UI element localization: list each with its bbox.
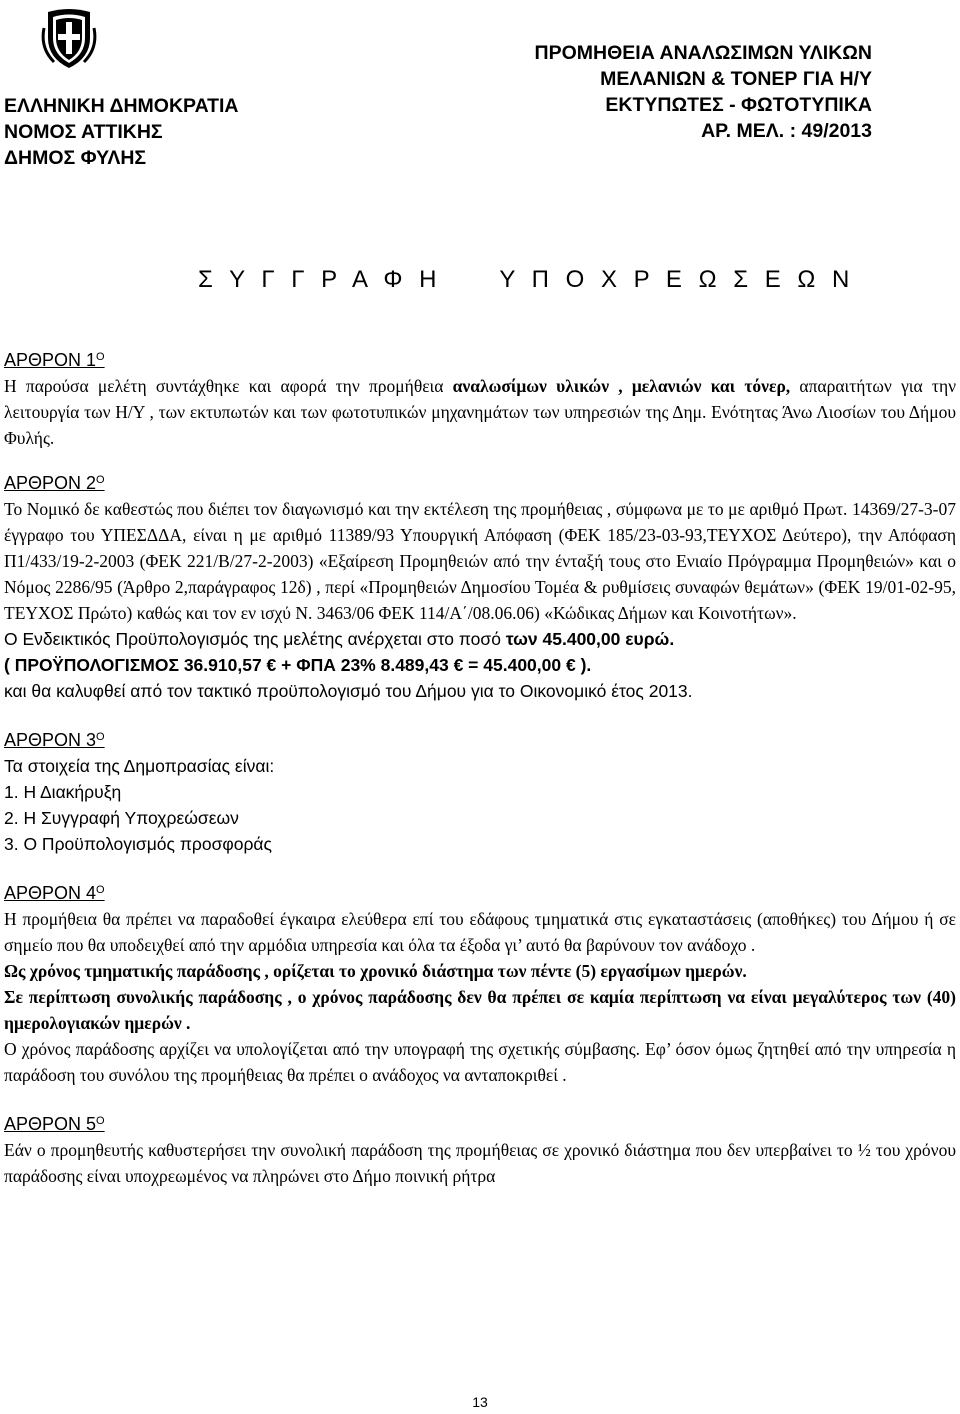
- list-item: 3. Ο Προϋπολογισμός προσφοράς: [4, 834, 272, 854]
- issuer-line: ΔΗΜΟΣ ΦΥΛΗΣ: [4, 147, 147, 169]
- page-number: 13: [472, 1394, 488, 1410]
- project-block: [312, 40, 872, 144]
- article-1-heading: ΑΡΘΡΟΝ $1^O$: [4, 350, 105, 370]
- funding-text: και θα καλυφθεί από τον τακτικό προϋπολογισμό του Δήμου για το Οικονομικό έτος 2013.: [4, 681, 693, 701]
- project-line: ΜΕΛΑΝΙΩΝ & ΤΟΝΕΡ ΓΙΑ Η/Υ: [600, 68, 872, 90]
- list-item: 2. Η Συγγραφή Υποχρεώσεων: [4, 808, 239, 828]
- list-item: 1. Η Διακήρυξη: [4, 782, 122, 802]
- partial-delivery-text: Ως χρόνος τμηματικής παράδοσης , ορίζεται το χρονικό διάστημα των πέντε (5) εργασίμων ημερών.: [4, 961, 747, 981]
- article-3-heading: ΑΡΘΡΟΝ $3^O$: [4, 730, 105, 750]
- issuer-line: ΝΟΜΟΣ ΑΤΤΙΚΗΣ: [4, 121, 163, 143]
- auction-items-intro: Τα στοιχεία της Δημοπρασίας είναι:: [4, 756, 275, 776]
- issuer-block: [4, 93, 239, 171]
- article-2-heading: ΑΡΘΡΟΝ $2^O$: [4, 473, 105, 493]
- budget-text: Ο Ενδεικτικός Προϋπολογισμός της μελέτης ανέρχεται στο ποσό των 45.400,00 ευρώ.: [4, 629, 675, 649]
- delivery-text: Η προμήθεια θα πρέπει να παραδοθεί έγκαιρα ελεύθερα επί του εδάφους τμηματικά στις εγκαταστάσεις (αποθήκες) του Δήμου ή σε σημείο που θα υποδειχθεί από την αρμόδια υπηρεσία και όλα τα έξοδα γι’ αυτό θα βαρύνουν τον ανάδοχο .: [4, 909, 956, 955]
- document-title: Σ Υ Γ Γ Ρ Α Φ Η Υ Π Ο Χ Ρ Ε Ω Σ Ε Ω Ν: [198, 266, 855, 293]
- document-body: [4, 344, 956, 1189]
- total-delivery-text: Σε περίπτωση συνολικής παράδοσης , ο χρόνος παράδοσης δεν θα πρέπει σε καμία περίπτωση να είναι μεγαλύτερος των (40) ημερολογιακών ημερών .: [4, 987, 956, 1033]
- budget-breakdown: ( ΠΡΟΫΠΟΛΟΓΙΣΜΟΣ 36.910,57 € + ΦΠΑ 23% 8.489,43 € = 45.400,00 € ).: [4, 655, 592, 675]
- article-5-heading: ΑΡΘΡΟΝ $5^O$: [4, 1114, 105, 1134]
- delivery-start-text: Ο χρόνος παράδοσης αρχίζει να υπολογίζεται από την υπογραφή της σχετικής σύμβασης. Εφ’ όσον όμως ζητηθεί από την υπηρεσία η παράδοση του συνόλου της προμήθειας θα πρέπει ο ανάδοχος να ανταποκριθεί .: [4, 1039, 956, 1085]
- coat-of-arms-icon: [40, 8, 98, 70]
- issuer-line: ΕΛΛΗΝΙΚΗ ΔΗΜΟΚΡΑΤΙΑ: [4, 95, 239, 117]
- study-number: ΑΡ. ΜΕΛ. : 49/2013: [701, 120, 872, 142]
- penalty-text: Εάν ο προμηθευτής καθυστερήσει την συνολική παράδοση της προμήθειας σε χρονικό διάστημα που δεν υπερβαίνει το ½ του χρόνου παράδοσης είναι υποχρεωμένος να πληρώνει στο Δήμο ποινική ρήτρα: [4, 1140, 956, 1186]
- article-4-heading: ΑΡΘΡΟΝ $4^O$: [4, 883, 105, 903]
- project-line: ΕΚΤΥΠΩΤΕΣ - ΦΩΤΟΤΥΠΙΚΑ: [605, 94, 872, 116]
- article-1-text: Η παρούσα μελέτη συντάχθηκε και αφορά την προμήθεια αναλωσίμων υλικών , μελανιών και τόνερ, απαραιτήτων για την λειτουργία των Η/Υ , των εκτυπωτών και των φωτοτυπικών μηχανημάτων των υπηρεσιών της Δημ. Ενότητας Άνω Λιοσίων του Δήμου Φυλής.: [4, 376, 957, 448]
- project-line: ΠΡΟΜΗΘΕΙΑ ΑΝΑΛΩΣΙΜΩΝ ΥΛΙΚΩΝ: [534, 42, 872, 64]
- article-2-legal-text: Το Νομικό δε καθεστώς που διέπει τον διαγωνισμό και την εκτέλεση της προμήθειας , σύμφωνα με το με αριθμό Πρωτ. 14369/27-3-07 έγγραφο του ΥΠΕΣΔΔΑ, είναι η με αριθμό 11389/93 Υπουργική Απόφαση (ΦΕΚ 185/23-03-93,ΤΕΥΧΟΣ Δεύτερο), την Απόφαση Π1/433/19-2-2003 (ΦΕΚ 221/Β/27-2-2003) «Εξαίρεση Προμηθειών από την ένταξή τους στο Ενιαίο Πρόγραμμα Προμηθειών» και ο Νόμος 2286/95 (Άρθρο 2,παράγραφος 12δ) , περί «Προμηθειών Δημοσίου Τομέα & ρυθμίσεις συναφών θεμάτων» (ΦΕΚ 19/01-02-95, ΤΕΥΧΟΣ Πρώτο) καθώς και τον εν ισχύ Ν. 3463/06 ΦΕΚ 114/Α΄/08.06.06) «Κώδικας Δήμων και Κοινοτήτων».: [4, 499, 956, 623]
